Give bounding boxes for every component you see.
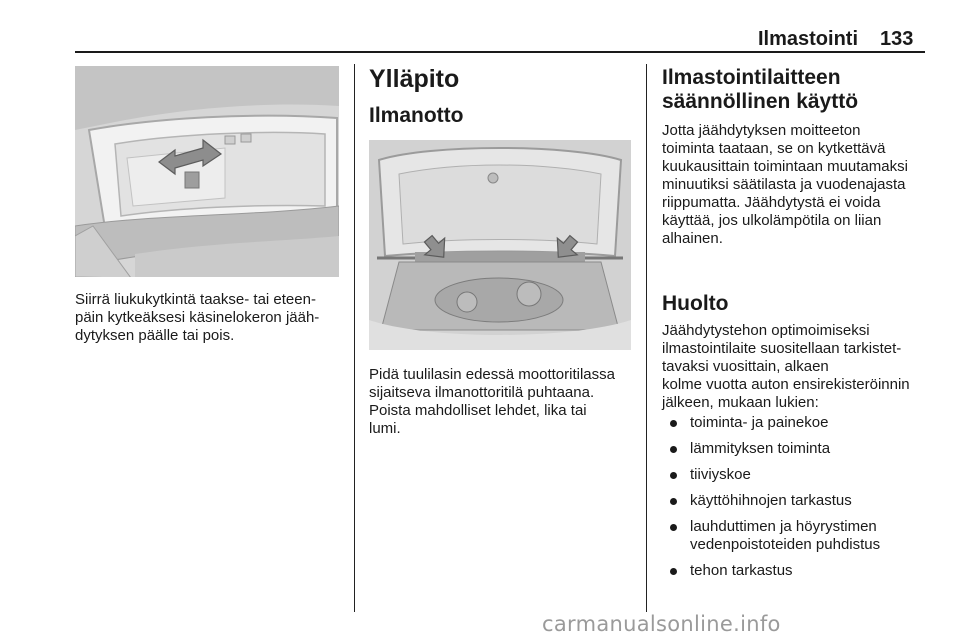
section-heading: Ylläpito (369, 65, 460, 93)
regular-use-text: Jotta jäähdytyksen moitteeton toiminta taataan, se on kytkettävä kuukausittain toimintaan muutamaksi minuutiksi säätilasta ja vuodenajasta riippumatta. Jäähdytystä ei voida käyttää, jos ulkolämpötila on liian alhainen. (662, 122, 908, 247)
glovebox-caption: Siirrä liukukytkintä taakse- tai eteen- päin kytkeäksesi käsinelokeron jääh- dytyksen päälle tai pois. (75, 291, 320, 344)
header-rule (75, 51, 925, 53)
section-title: Ilmastointi (758, 28, 859, 50)
service-text: Jäähdytystehon optimoimiseksi ilmastointilaite suositellaan tarkistet- tavaksi vuosittain, alkaen kolme vuotta auton ensirekisteröinnin jälkeen, mukaan lukien: (662, 322, 910, 411)
air-intake-caption: Pidä tuulilasin edessä moottoritilassa sijaitseva ilmanottoritilä puhtaana. Poista mahdolliset lehdet, lika tai lumi. (369, 366, 615, 437)
engine-bay-illustration (369, 140, 631, 350)
engine-bay-drawing (369, 140, 631, 350)
glovebox-drawing (75, 66, 339, 277)
list-item: lämmityksen toiminta (662, 440, 937, 458)
service-checklist (662, 414, 937, 588)
service-heading: Huolto (662, 292, 729, 315)
column-divider-right (646, 64, 647, 612)
list-item: tiiviyskoe (662, 466, 937, 484)
glovebox-illustration (75, 66, 339, 277)
watermark: carmanualsonline.info (542, 612, 781, 636)
column-divider-left (354, 64, 355, 612)
regular-use-heading: Ilmastointilaitteen säännöllinen käyttö (662, 66, 859, 113)
subsection-heading: Ilmanotto (369, 104, 464, 127)
list-item: toiminta- ja painekoe (662, 414, 937, 432)
list-item: käyttöhihnojen tarkastus (662, 492, 937, 510)
list-item: lauhduttimen ja höyrystimen vedenpoistoteiden puhdistus (662, 518, 937, 554)
page-number: 133 (880, 28, 914, 50)
list-item: tehon tarkastus (662, 562, 937, 580)
